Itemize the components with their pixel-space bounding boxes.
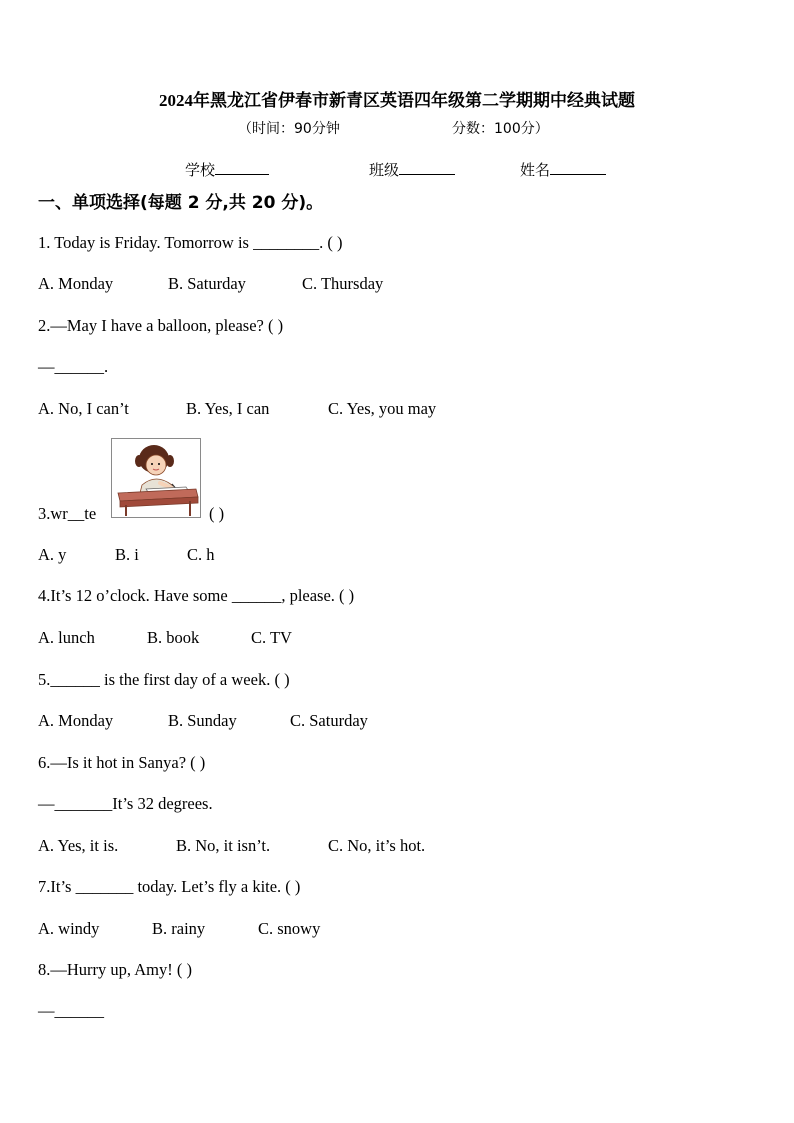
question-6-answer-line[interactable]: —_______It’s 32 degrees. — [38, 794, 213, 813]
name-label: 姓名 — [520, 161, 551, 179]
question-7-stem: 7.It’s _______ today. Let’s fly a kite. ( ) — [38, 877, 301, 896]
question-4-option-a[interactable]: A. lunch — [38, 628, 95, 647]
question-2-option-c[interactable]: C. Yes, you may — [328, 399, 437, 418]
question-1-stem: 1. Today is Friday. Tomorrow is ________. ( ) — [38, 233, 343, 252]
exam-title: 2024年黑龙江省伊春市新青区英语四年级第二学期期中经典试题 — [159, 91, 635, 110]
question-3-option-a[interactable]: A. y — [38, 545, 67, 564]
question-5-option-b[interactable]: B. Sunday — [168, 711, 237, 730]
question-4-stem: 4.It’s 12 o’clock. Have some ______, please. ( ) — [38, 586, 355, 605]
question-4-option-b[interactable]: B. book — [147, 628, 200, 647]
question-6-stem: 6.—Is it hot in Sanya? ( ) — [38, 753, 206, 772]
question-5-stem: 5.______ is the first day of a week. ( ) — [38, 670, 290, 689]
question-3-option-c[interactable]: C. h — [187, 545, 215, 564]
girl-writing-at-desk-icon — [111, 438, 201, 518]
class-field[interactable] — [369, 159, 455, 180]
question-8-answer-line[interactable]: —______ — [38, 1001, 104, 1020]
question-2-option-a[interactable]: A. No, I can’t — [38, 399, 129, 418]
school-blank[interactable] — [215, 160, 269, 175]
question-3-answer-paren[interactable]: ( ) — [209, 504, 225, 523]
question-2-answer-line[interactable]: —______. — [38, 357, 109, 376]
name-field[interactable] — [520, 159, 606, 180]
question-1-option-c[interactable]: C. Thursday — [302, 274, 384, 293]
question-6-option-c[interactable]: C. No, it’s hot. — [328, 836, 426, 855]
school-field[interactable] — [185, 159, 269, 180]
exam-time: （时间：90分钟 — [238, 121, 340, 137]
section-heading: 一、单项选择(每题 2 分,共 20 分)。 — [38, 193, 324, 213]
name-blank[interactable] — [550, 160, 606, 175]
class-blank[interactable] — [399, 160, 455, 175]
question-2-option-b[interactable]: B. Yes, I can — [186, 399, 270, 418]
question-7-option-c[interactable]: C. snowy — [258, 919, 321, 938]
question-1-option-a[interactable]: A. Monday — [38, 274, 114, 293]
question-5-option-c[interactable]: C. Saturday — [290, 711, 368, 730]
question-3-option-b[interactable]: B. i — [115, 545, 139, 564]
class-label: 班级 — [369, 161, 400, 179]
exam-score: 分数：100分） — [452, 121, 549, 137]
question-8-stem: 8.—Hurry up, Amy! ( ) — [38, 960, 192, 979]
question-5-option-a[interactable]: A. Monday — [38, 711, 114, 730]
school-label: 学校 — [185, 161, 216, 179]
question-7-option-a[interactable]: A. windy — [38, 919, 100, 938]
question-6-option-b[interactable]: B. No, it isn’t. — [176, 836, 271, 855]
question-2-stem: 2.—May I have a balloon, please? ( ) — [38, 316, 284, 335]
question-3-stem: 3.wr__te — [38, 504, 97, 523]
question-1-option-b[interactable]: B. Saturday — [168, 274, 246, 293]
question-6-option-a[interactable]: A. Yes, it is. — [38, 836, 119, 855]
question-4-option-c[interactable]: C. TV — [251, 628, 292, 647]
question-7-option-b[interactable]: B. rainy — [152, 919, 206, 938]
